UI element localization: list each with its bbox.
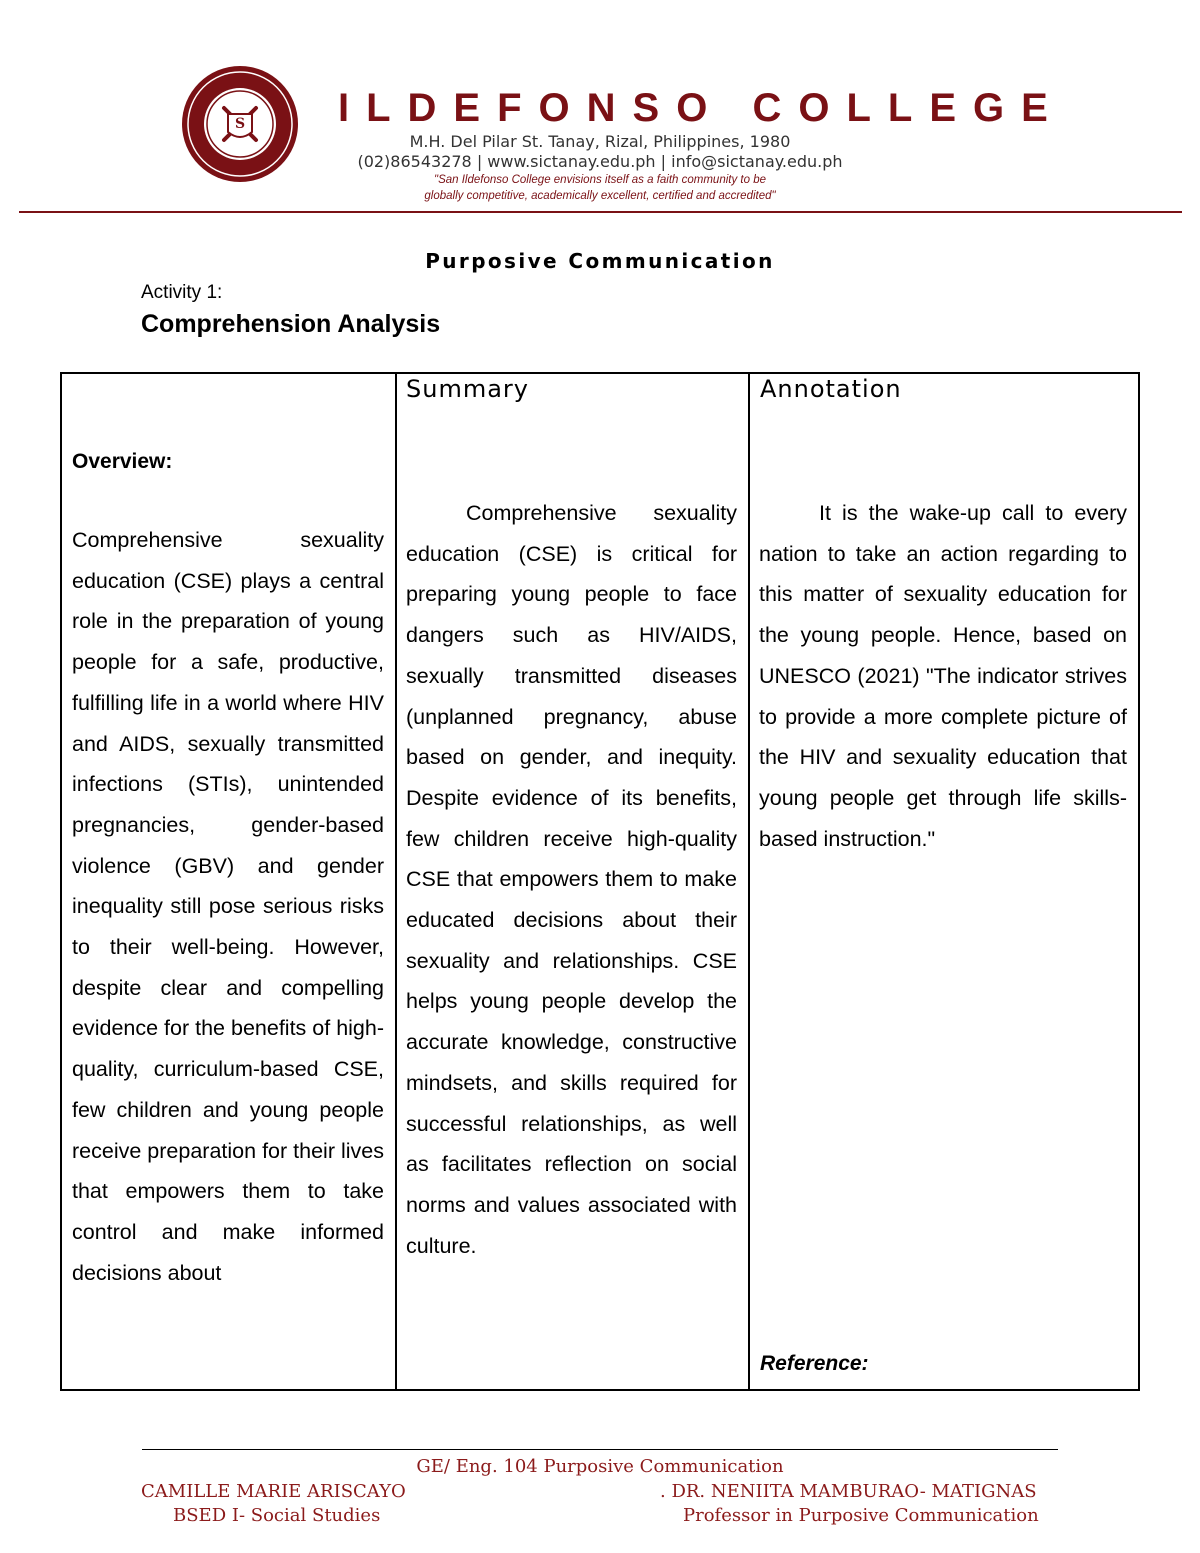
- professor-title: Professor in Purposive Communication: [683, 1505, 1039, 1526]
- college-contact: (02)86543278 | www.sictanay.edu.ph | info@sictanay.edu.ph: [357, 152, 843, 171]
- overview-label: Overview:: [72, 450, 173, 473]
- vision-line-1: "San Ildefonso College envisions itself as a faith community to be: [433, 174, 766, 186]
- activity-title: Comprehension Analysis: [141, 310, 441, 338]
- college-name: ILDEFONSO COLLEGE: [338, 86, 1065, 130]
- summary-text: Comprehensive sexuality education (CSE) is critical for preparing young people to face dangers such as HIV/AIDS, sexually transmitted diseases (unplanned pregnancy, abuse based on gender, and inequity. Despite evidence of its benefits, few children receive high-quality CSE that empowers them to make educated decisions about their sexuality and relationships. CSE helps young people develop the accurate knowledge, constructive mindsets, and skills required for successful relationships, as well as facilitates reflection on social norms and values associated with culture.: [406, 501, 737, 1258]
- header-divider: [19, 211, 1182, 213]
- footer-course: GE/ Eng. 104 Purposive Communication: [416, 1456, 784, 1477]
- annotation-text: It is the wake-up call to every nation to take an action regarding to this matter of sexuality education for the young people. Hence, based on UNESCO (2021) "The indicator strives to provide a more complete picture of the HIV and sexuality education that young people get through life skills-based instruction.": [759, 501, 1127, 851]
- column-header-summary: Summary: [406, 375, 529, 403]
- subject-title: Purposive Communication: [425, 249, 775, 273]
- footer-divider: [142, 1449, 1058, 1450]
- college-seal-logo: [180, 64, 300, 184]
- table-column-divider: [748, 372, 750, 1391]
- student-program: BSED I- Social Studies: [173, 1505, 381, 1526]
- column-header-annotation: Annotation: [760, 375, 902, 403]
- overview-text: Comprehensive sexuality education (CSE) plays a central role in the preparation of young people for a safe, productive, fulfilling life in a world where HIV and AIDS, sexually transmitted infections (STIs), unintended pregnancies, gender-based violence (GBV) and gender inequality still pose serious risks to their well-being. However, despite clear and compelling evidence for the benefits of high-quality, curriculum-based CSE, few children and young people receive preparation for their lives that empowers them to take control and make informed decisions about: [72, 528, 384, 1285]
- svg-text:S: S: [234, 116, 246, 132]
- reference-label: Reference:: [760, 1352, 869, 1375]
- table-column-divider: [395, 372, 397, 1391]
- college-address: M.H. Del Pilar St. Tanay, Rizal, Philippines, 1980: [409, 132, 791, 151]
- student-name: CAMILLE MARIE ARISCAYO: [141, 1481, 406, 1502]
- professor-name: . DR. NENIITA MAMBURAO- MATIGNAS: [660, 1481, 1037, 1502]
- vision-line-2: globally competitive, academically excellent, certified and accredited": [424, 190, 776, 202]
- activity-label: Activity 1:: [141, 282, 223, 303]
